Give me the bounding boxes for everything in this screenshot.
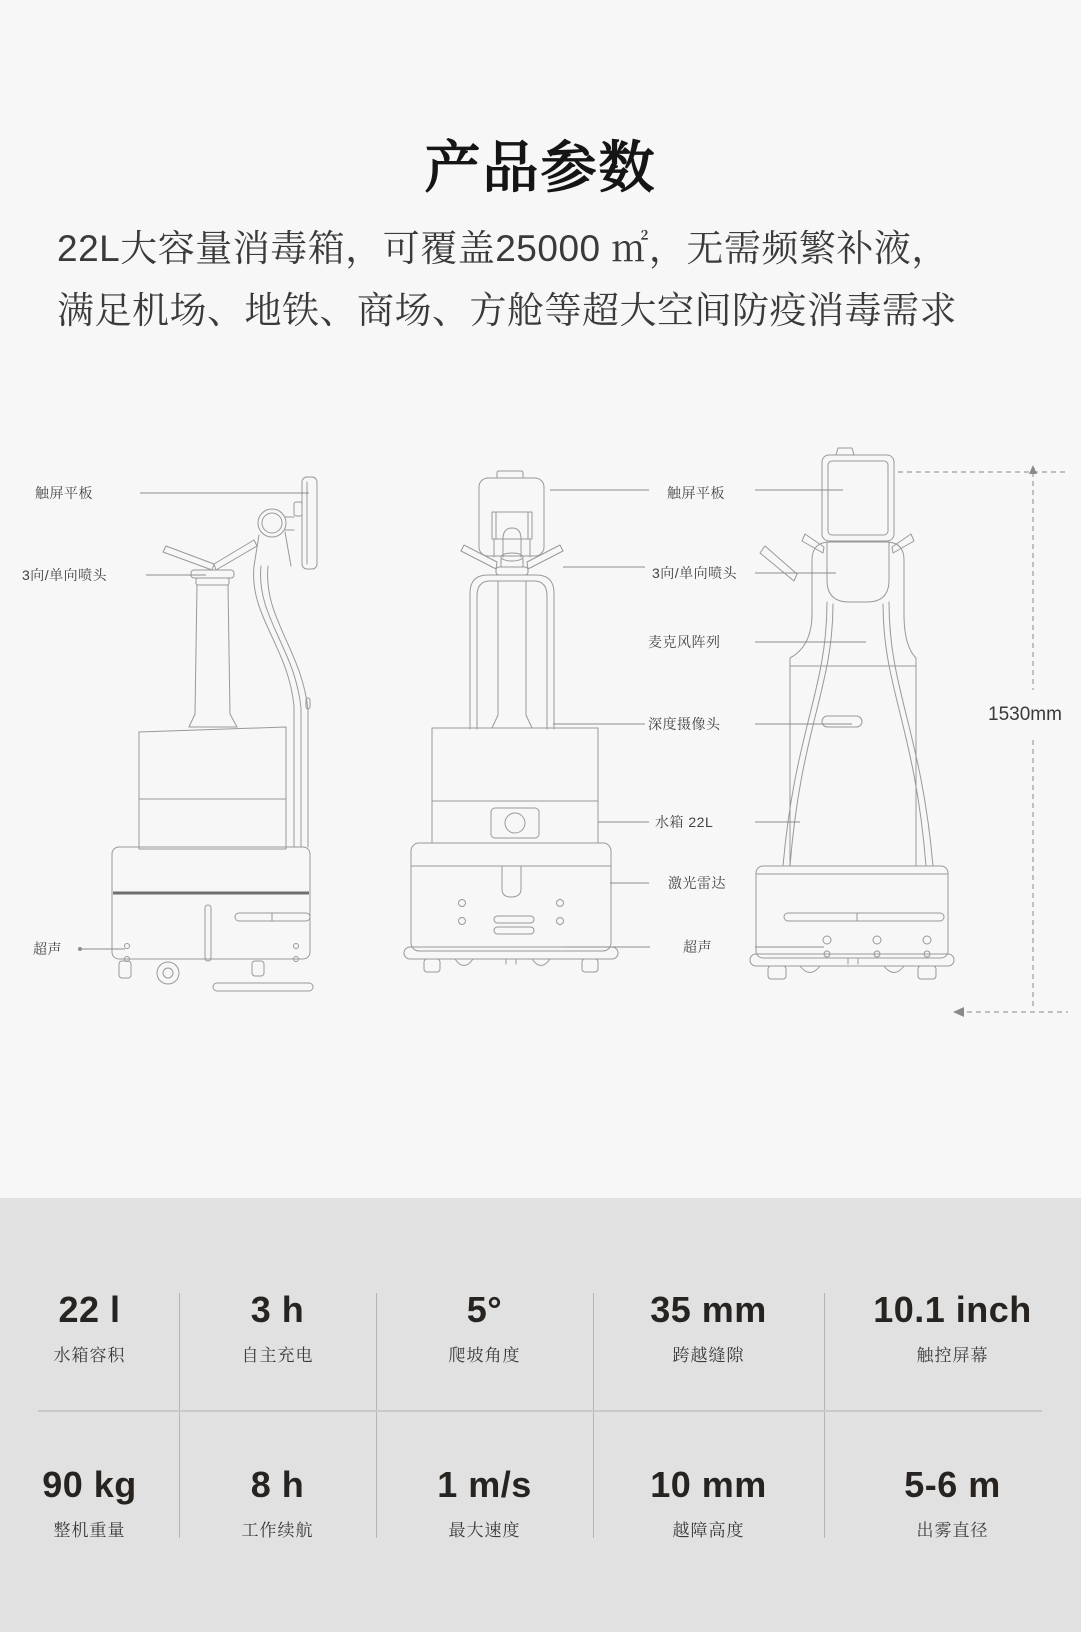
spec-cell-touch-screen — [824, 1279, 1081, 1367]
column-divider — [376, 1293, 377, 1410]
column-divider — [179, 1412, 180, 1538]
intro-line-1: 22L大容量消毒箱，可覆盖25000 ㎡，无需频繁补液， — [57, 228, 949, 269]
spec-cell-mist-diameter — [824, 1454, 1081, 1542]
row-divider — [38, 1410, 1042, 1412]
spec-value: 35 mm — [650, 1289, 767, 1330]
spec-value: 8 h — [250, 1464, 305, 1505]
spec-label: 水箱容积 — [53, 1346, 126, 1365]
column-divider — [824, 1293, 825, 1410]
spec-value: 90 kg — [42, 1464, 137, 1505]
label-touch-pad-left: 触屏平板 — [35, 485, 93, 501]
spec-value: 10 mm — [650, 1464, 767, 1505]
height-dimension-lines — [898, 465, 1068, 1017]
spec-label: 爬坡角度 — [448, 1346, 521, 1365]
spec-label: 自主充电 — [241, 1346, 314, 1365]
spec-value: 5-6 m — [904, 1464, 1001, 1505]
label-touch-pad: 触屏平板 — [667, 485, 725, 501]
intro-paragraph — [57, 218, 1037, 342]
robot-front-view-drawing — [404, 471, 618, 972]
spec-label: 最大速度 — [448, 1521, 521, 1540]
intro-line-2: 满足机场、地铁、商场、方舱等超大空间防疫消毒需求 — [57, 290, 957, 331]
spec-label: 出雾直径 — [916, 1521, 989, 1540]
spec-label: 跨越缝隙 — [672, 1346, 745, 1365]
page-title: 产品参数 — [424, 136, 657, 199]
spec-label: 整机重量 — [53, 1521, 126, 1540]
spec-cell-max-speed — [376, 1454, 593, 1542]
spec-value: 1 m/s — [437, 1464, 532, 1505]
column-divider — [824, 1412, 825, 1538]
column-divider — [179, 1293, 180, 1410]
spec-label: 工作续航 — [241, 1521, 314, 1540]
robot-side-view-drawing — [112, 477, 317, 991]
spec-cell-work-endurance — [179, 1454, 376, 1542]
column-divider — [593, 1293, 594, 1410]
spec-label: 触控屏幕 — [916, 1346, 989, 1365]
spec-value: 3 h — [250, 1289, 305, 1330]
label-nozzle: 3向/单向喷头 — [652, 565, 738, 581]
height-dimension-label: 1530mm — [988, 704, 1062, 725]
spec-table — [0, 1198, 1081, 1632]
spec-cell-tank-capacity — [0, 1279, 179, 1367]
label-leader-lines — [79, 490, 867, 951]
spec-value: 10.1 inch — [873, 1289, 1032, 1330]
label-water-tank: 水箱 22L — [655, 814, 714, 830]
spec-cell-auto-charge — [179, 1279, 376, 1367]
label-depth-camera: 深度摄像头 — [648, 716, 721, 732]
robot-back-view-drawing — [750, 448, 954, 979]
label-lidar: 激光雷达 — [668, 875, 726, 891]
spec-cell-obstacle-height — [593, 1454, 824, 1542]
label-nozzle-left: 3向/单向喷头 — [22, 567, 108, 583]
label-ultrasonic: 超声 — [683, 939, 712, 955]
label-mic-array: 麦克风阵列 — [648, 634, 721, 650]
column-divider — [593, 1412, 594, 1538]
spec-label: 越障高度 — [672, 1521, 745, 1540]
column-divider — [376, 1412, 377, 1538]
spec-value: 22 l — [58, 1289, 121, 1330]
spec-cell-climb-angle — [376, 1279, 593, 1367]
spec-value: 5° — [466, 1289, 503, 1330]
label-ultrasonic-left: 超声 — [33, 941, 62, 957]
spec-cell-total-weight — [0, 1454, 179, 1542]
spec-cell-gap-crossing — [593, 1279, 824, 1367]
